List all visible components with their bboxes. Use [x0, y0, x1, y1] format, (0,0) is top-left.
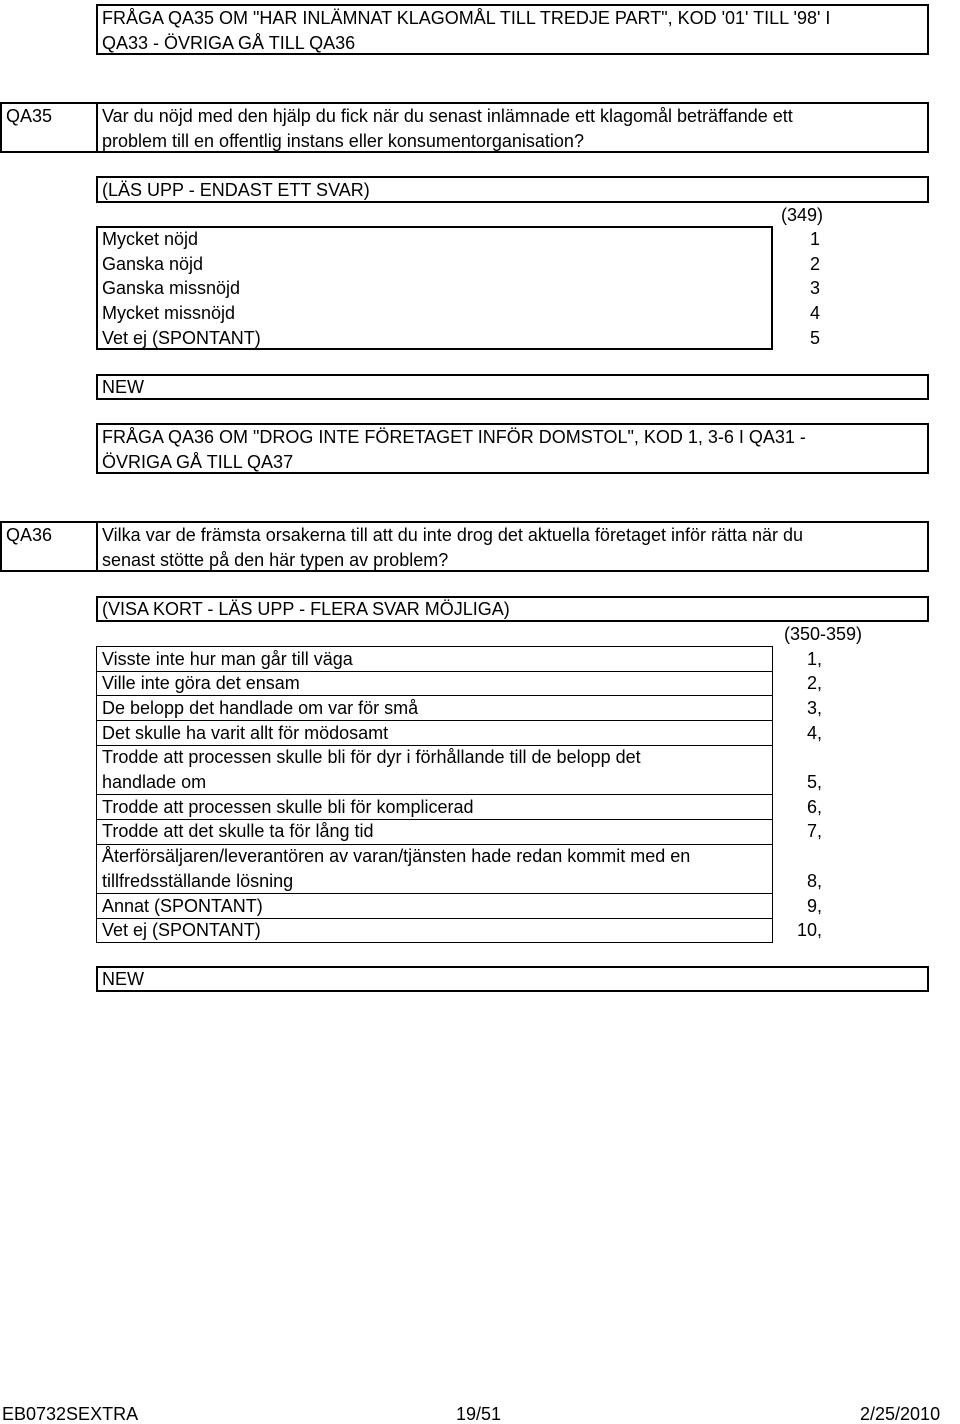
- filter-instruction-line: FRÅGA QA35 OM "HAR INLÄMNAT KLAGOMÅL TILL TREDJE PART", KOD '01' TILL '98' I: [102, 8, 831, 28]
- new-label: NEW: [102, 969, 144, 989]
- answer-option-label: Ganska missnöjd: [102, 278, 241, 299]
- question-id: QA35: [6, 106, 53, 126]
- filter-instruction-line: QA33 - ÖVRIGA GÅ TILL QA36: [102, 33, 356, 53]
- answer-option-label: tillfredsställande lösning: [102, 870, 294, 891]
- column-code: (349): [780, 205, 823, 225]
- filter-instruction-line: ÖVRIGA GÅ TILL QA37: [102, 452, 294, 472]
- answer-option-label: Det skulle ha varit allt för mödosamt: [102, 722, 389, 743]
- answer-option-label: Trodde att processen skulle bli för komplicerad: [102, 796, 474, 817]
- new-box: [96, 966, 929, 992]
- filter-instruction-line: FRÅGA QA36 OM "DROG INTE FÖRETAGET INFÖR DOMSTOL", KOD 1, 3-6 I QA31 -: [102, 427, 806, 447]
- answer-option-label: Ganska nöjd: [102, 253, 204, 274]
- answer-option-code: 10,: [796, 920, 822, 941]
- answer-option-label: Vet ej (SPONTANT): [102, 920, 261, 941]
- answer-option-code: 2,: [806, 673, 822, 694]
- answer-option-code: 5: [809, 327, 820, 348]
- answer-option-label: Mycket nöjd: [102, 229, 199, 249]
- footer-date: 2/25/2010: [860, 1404, 941, 1424]
- answer-option-label: handlade om: [102, 772, 207, 792]
- question-text-line: Var du nöjd med den hjälp du fick när du senast inlämnade ett klagomål beträffande ett: [102, 106, 793, 126]
- answer-option-code: 6,: [806, 796, 822, 817]
- answer-option-label: Ville inte göra det ensam: [102, 673, 300, 694]
- answer-option-code: 4,: [806, 722, 822, 743]
- answer-option-code: 4: [809, 303, 820, 324]
- new-label: NEW: [102, 377, 144, 397]
- answer-option-code: 2: [809, 253, 820, 274]
- instruction-text: (LÄS UPP - ENDAST ETT SVAR): [102, 180, 370, 200]
- question-id: QA36: [6, 525, 53, 545]
- answer-option-label: Vet ej (SPONTANT): [102, 327, 261, 348]
- answer-option-code: 8,: [806, 870, 822, 891]
- answer-option-code: 9,: [806, 895, 822, 916]
- new-box: [96, 374, 929, 400]
- footer-document-id: EB0732SEXTRA: [2, 1404, 139, 1424]
- answer-option-code: 1,: [806, 648, 822, 669]
- answer-option-code: 7,: [806, 821, 822, 842]
- column-code: (350-359): [783, 624, 862, 644]
- answer-option-label: Återförsäljaren/leverantören av varan/tjänsten hade redan kommit med en: [102, 846, 691, 867]
- answer-option-label: Visste inte hur man går till väga: [102, 648, 353, 669]
- answer-option-label: Mycket missnöjd: [102, 303, 236, 324]
- question-text-line: senast stötte på den här typen av problem?: [102, 550, 449, 570]
- question-text-line: Vilka var de främsta orsakerna till att du inte drog det aktuella företaget inför rätta när du: [102, 525, 804, 545]
- answer-option-code: 3,: [806, 697, 822, 718]
- answer-option-code: 1: [809, 229, 820, 249]
- answer-option-code: 3: [809, 278, 820, 299]
- instruction-text: (VISA KORT - LÄS UPP - FLERA SVAR MÖJLIGA): [102, 599, 510, 619]
- answer-option-label: De belopp det handlade om var för små: [102, 697, 419, 718]
- answer-option-code: 5,: [806, 772, 822, 792]
- footer-page-number: 19/51: [456, 1404, 502, 1424]
- answer-option-label: Trodde att processen skulle bli för dyr i förhållande till de belopp det: [102, 747, 641, 768]
- question-text-line: problem till en offentlig instans eller konsumentorganisation?: [102, 131, 584, 151]
- answer-option-label: Trodde att det skulle ta för lång tid: [102, 821, 374, 842]
- answer-option-label: Annat (SPONTANT): [102, 895, 263, 916]
